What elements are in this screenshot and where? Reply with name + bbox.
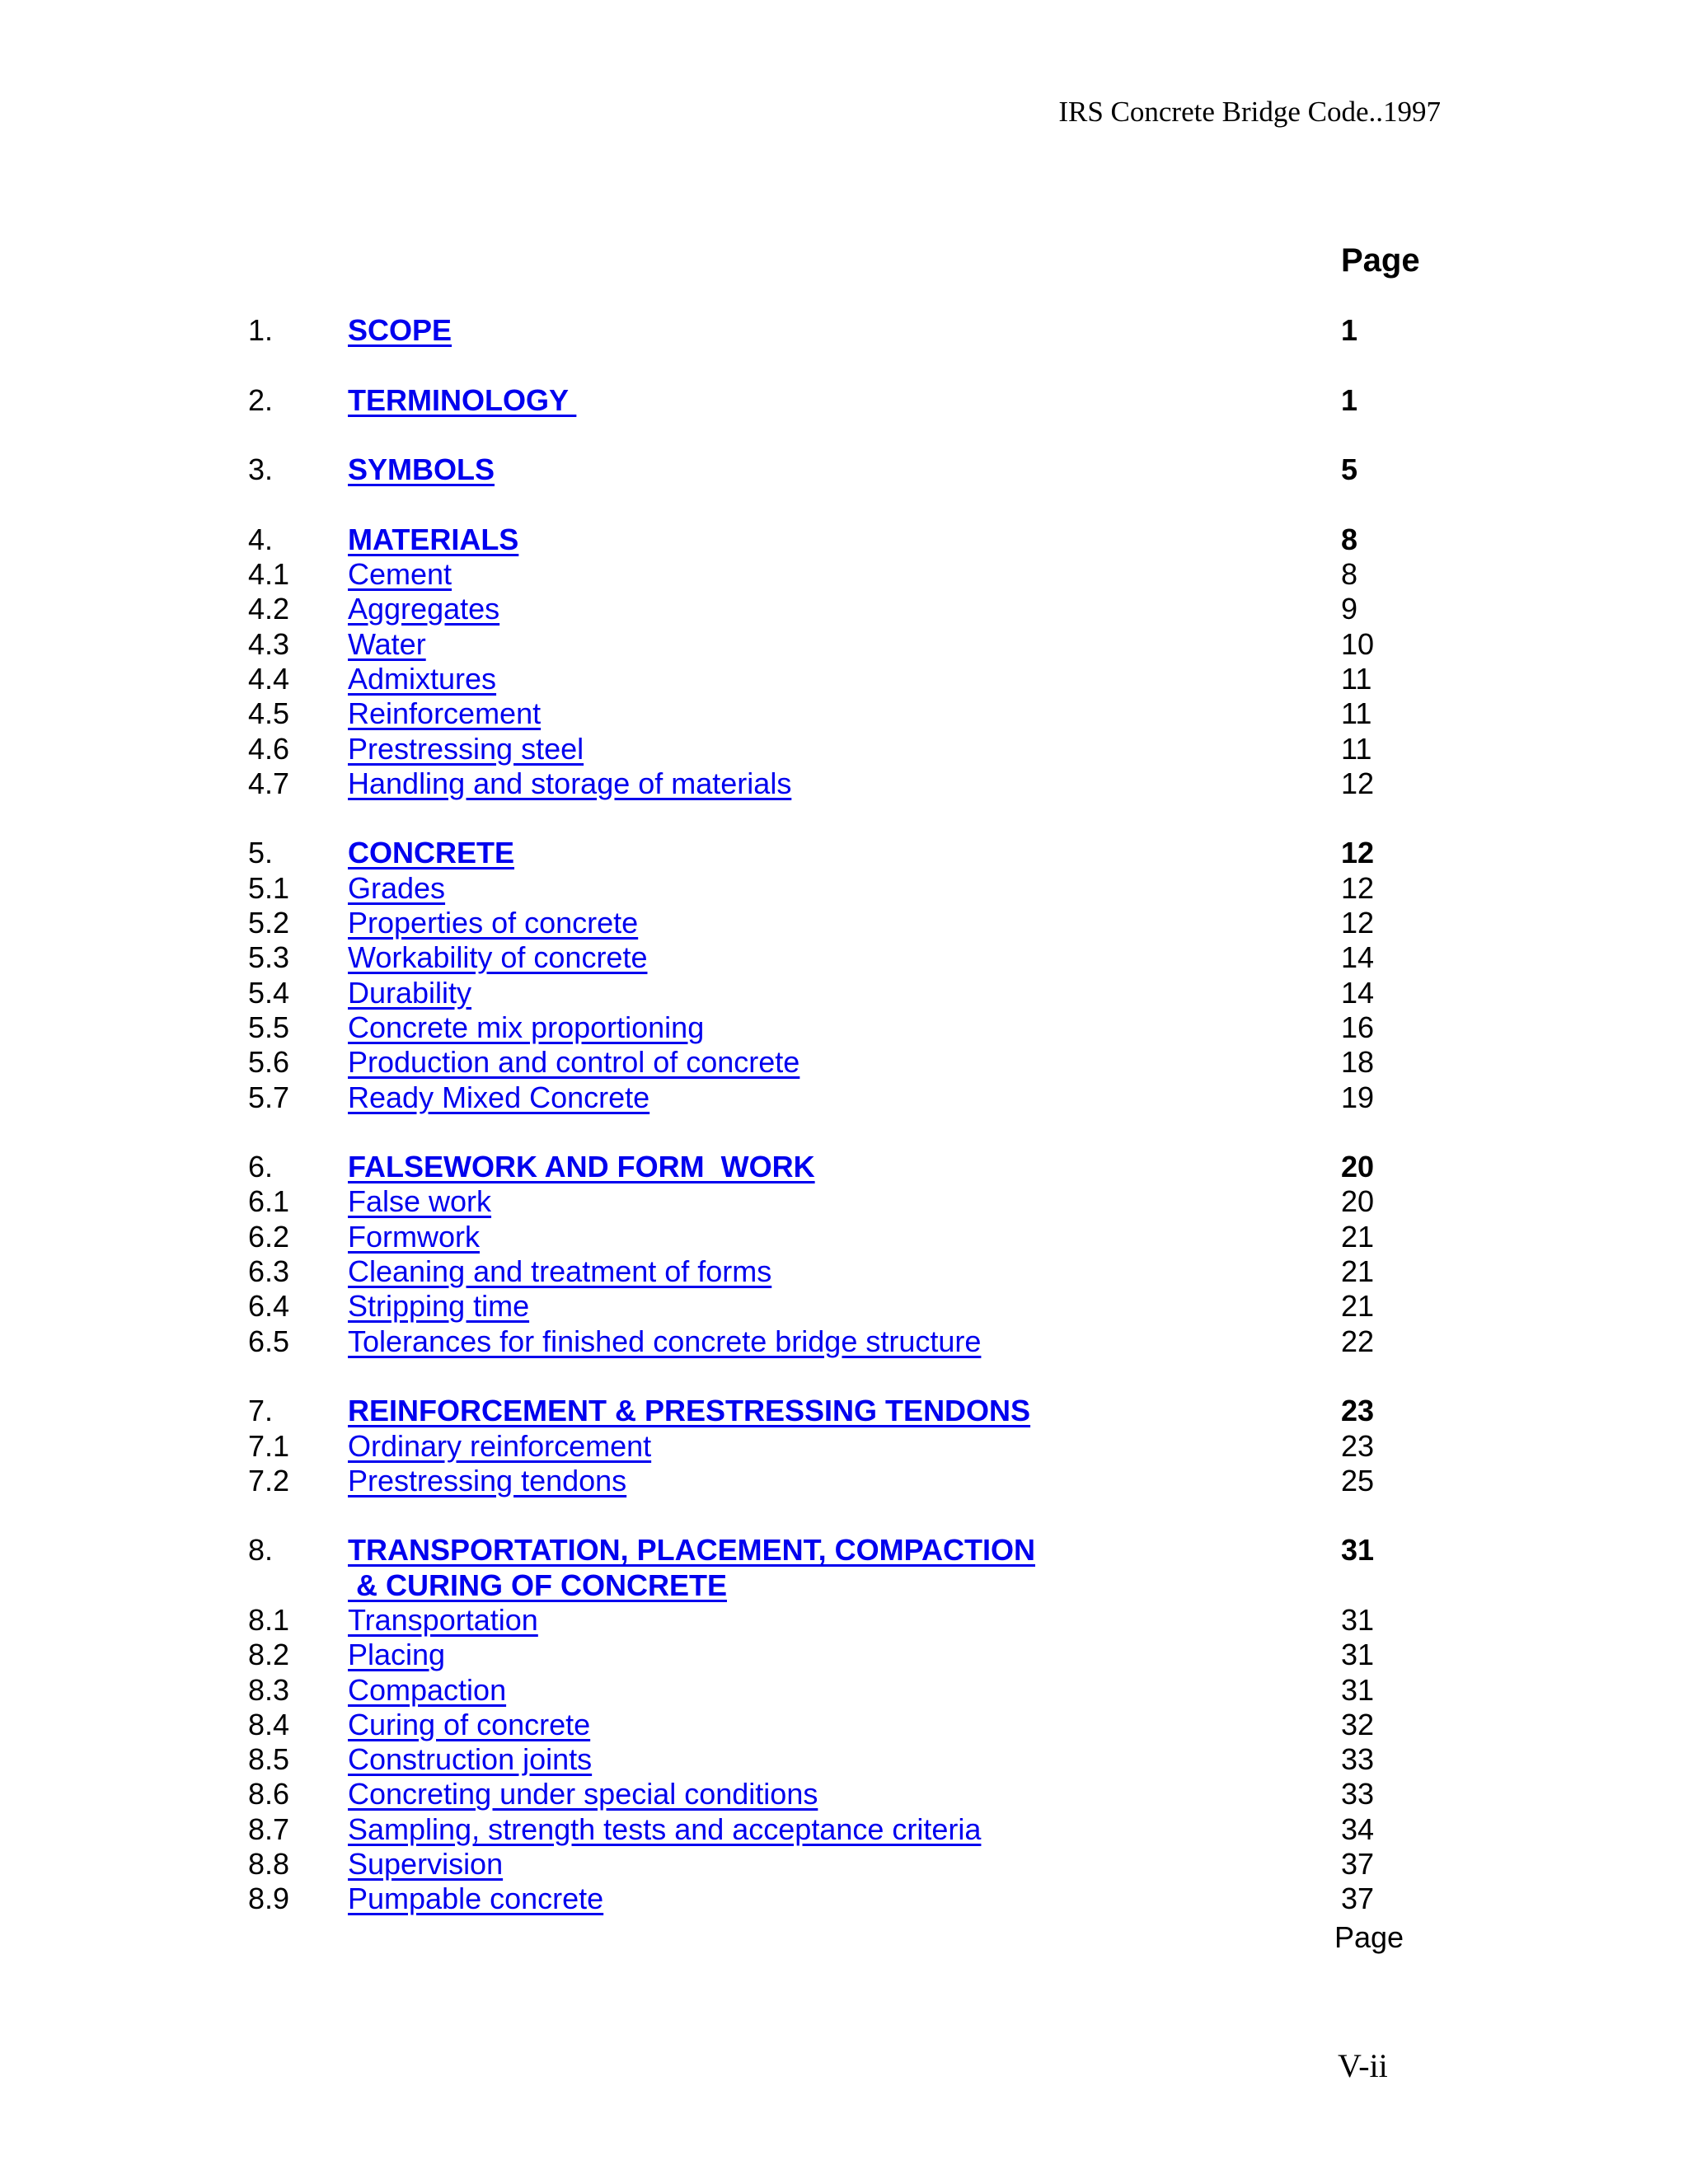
toc-entry-link[interactable]: Construction joints <box>348 1742 593 1777</box>
toc-entry-link[interactable]: CONCRETE <box>348 836 515 870</box>
toc-entry-page: 14 <box>1341 975 1375 1010</box>
toc-entry-link[interactable]: Durability <box>348 975 472 1010</box>
toc-entry-page: 23 <box>1341 1428 1375 1463</box>
toc-entry-link[interactable]: FALSEWORK AND FORM WORK <box>348 1150 815 1184</box>
toc-subsection-row <box>0 1429 1688 1464</box>
toc-entry-page: 23 <box>1341 1394 1375 1428</box>
toc-section-heading <box>0 383 1688 418</box>
toc-subsection-row <box>0 766 1688 801</box>
toc-entry-page: 20 <box>1341 1150 1375 1184</box>
toc-entry-number: 8.5 <box>248 1742 290 1777</box>
toc-entry-page: 18 <box>1341 1045 1375 1080</box>
toc-entry-link[interactable]: MATERIALS <box>348 522 519 556</box>
toc-entry-link[interactable]: Concreting under special conditions <box>348 1777 818 1811</box>
toc-entry-link[interactable]: Tolerances for finished concrete bridge structure <box>348 1324 982 1358</box>
toc-entry-page: 12 <box>1341 870 1375 905</box>
toc-entry-page: 31 <box>1341 1672 1375 1707</box>
toc-subsection-row <box>0 1045 1688 1080</box>
document-header: IRS Concrete Bridge Code..1997 <box>1058 96 1441 128</box>
toc-entry-page: 11 <box>1341 731 1372 766</box>
toc-entry-link[interactable]: False work <box>348 1184 492 1219</box>
toc-entry-number: 2. <box>248 382 274 417</box>
toc-entry-page: 22 <box>1341 1324 1375 1358</box>
toc-entry-number: 6.4 <box>248 1289 290 1324</box>
toc-section-heading <box>0 836 1688 870</box>
toc-entry-page: 21 <box>1341 1219 1375 1254</box>
toc-entry-page: 12 <box>1341 906 1375 940</box>
toc-subsection-row <box>0 976 1688 1010</box>
toc-entry-page: 12 <box>1341 766 1375 800</box>
toc-section-heading <box>0 523 1688 557</box>
toc-entry-page: 21 <box>1341 1254 1375 1289</box>
toc-subsection-row <box>0 1708 1688 1742</box>
toc-entry-number: 4.4 <box>248 661 290 696</box>
toc-subsection-row <box>0 1464 1688 1498</box>
toc-entry-link[interactable]: Prestressing steel <box>348 731 584 766</box>
toc-entry-page: 16 <box>1341 1010 1375 1044</box>
toc-subsection-row <box>0 1324 1688 1359</box>
toc-entry-link[interactable]: SYMBOLS <box>348 452 495 487</box>
toc-entry-number: 8.7 <box>248 1811 290 1846</box>
page-column-footer: Page <box>1334 1920 1404 1954</box>
toc-entry-page: 32 <box>1341 1707 1375 1741</box>
toc-section-group <box>0 836 1688 1114</box>
toc-section-group <box>0 383 1688 418</box>
toc-entry-link[interactable]: Grades <box>348 870 446 905</box>
toc-entry-number: 3. <box>248 452 274 487</box>
toc-section-heading <box>0 1394 1688 1428</box>
toc-entry-number: 8.6 <box>248 1777 290 1811</box>
toc-entry-page: 25 <box>1341 1463 1375 1497</box>
toc-section-group <box>0 313 1688 348</box>
toc-subsection-row <box>0 1638 1688 1672</box>
toc-entry-number: 8.9 <box>248 1882 290 1916</box>
toc-entry-page: 8 <box>1341 522 1358 556</box>
toc-entry-number: 7.1 <box>248 1428 290 1463</box>
toc-entry-number: 5.1 <box>248 870 290 905</box>
toc-entry-link[interactable]: Cleaning and treatment of forms <box>348 1254 772 1289</box>
toc-subsection-row <box>0 592 1688 626</box>
toc-subsection-row <box>0 557 1688 592</box>
toc-subsection-row <box>0 662 1688 696</box>
toc-section-group <box>0 523 1688 801</box>
toc-entry-page: 20 <box>1341 1184 1375 1219</box>
toc-entry-number: 8.2 <box>248 1638 290 1672</box>
toc-entry-page: 12 <box>1341 836 1375 870</box>
toc-subsection-row <box>0 1603 1688 1638</box>
toc-entry-link[interactable]: Properties of concrete <box>348 906 639 940</box>
toc-entry-page: 34 <box>1341 1811 1375 1846</box>
toc-entry-number: 7. <box>248 1394 274 1428</box>
toc-entry-number: 6.1 <box>248 1184 290 1219</box>
toc-subsection-row <box>0 1673 1688 1708</box>
toc-entry-page: 11 <box>1341 696 1372 731</box>
toc-entry-number: 5.6 <box>248 1045 290 1080</box>
toc-entry-page: 1 <box>1341 382 1358 417</box>
toc-entry-page: 8 <box>1341 557 1358 592</box>
toc-entry-link[interactable]: Water <box>348 626 426 661</box>
toc-section-heading <box>0 452 1688 487</box>
toc-subsection-row <box>0 1220 1688 1254</box>
toc-entry-link[interactable]: Placing <box>348 1638 446 1672</box>
toc-subsection-row <box>0 627 1688 662</box>
toc-entry-link[interactable]: Concrete mix proportioning <box>348 1010 705 1044</box>
toc-subsection-row <box>0 906 1688 940</box>
toc-entry-number: 5.2 <box>248 906 290 940</box>
toc-entry-page: 10 <box>1341 626 1375 661</box>
toc-section-heading <box>0 1533 1688 1568</box>
toc-entry-link[interactable]: Ordinary reinforcement <box>348 1428 652 1463</box>
toc-entry-number: 8.4 <box>248 1707 290 1741</box>
toc-subsection-row <box>0 1080 1688 1115</box>
toc-entry-link[interactable]: Handling and storage of materials <box>348 766 792 800</box>
toc-entry-number: 4.3 <box>248 626 290 661</box>
toc-entry-page: 14 <box>1341 940 1375 975</box>
toc-entry-number: 4. <box>248 522 274 556</box>
toc-subsection-row <box>0 940 1688 975</box>
toc-subsection-row <box>0 1289 1688 1324</box>
toc-section-group <box>0 1150 1688 1359</box>
toc-entry-page: 11 <box>1341 661 1372 696</box>
toc-entry-link[interactable]: Compaction <box>348 1672 507 1707</box>
toc-heading-continuation <box>0 1568 1688 1603</box>
toc-entry-page: 37 <box>1341 1847 1375 1882</box>
toc-entry-link-continuation[interactable]: & CURING OF CONCRETE <box>348 1568 728 1602</box>
toc-section-heading <box>0 1150 1688 1184</box>
toc-entry-link[interactable]: Reinforcement <box>348 696 542 731</box>
toc-entry-number: 5.4 <box>248 975 290 1010</box>
toc-subsection-row <box>0 1847 1688 1882</box>
toc-entry-number: 4.2 <box>248 592 290 626</box>
toc-section-group <box>0 452 1688 487</box>
toc-entry-page: 21 <box>1341 1289 1375 1324</box>
toc-entry-number: 5.3 <box>248 940 290 975</box>
page-number: V-ii <box>1338 2047 1388 2084</box>
toc-entry-link[interactable]: TRANSPORTATION, PLACEMENT, COMPACTION <box>348 1533 1035 1568</box>
toc-entry-number: 6.5 <box>248 1324 290 1358</box>
toc-entry-number: 6.3 <box>248 1254 290 1289</box>
toc-entry-link[interactable]: Aggregates <box>348 592 500 626</box>
toc-entry-link[interactable]: Admixtures <box>348 661 497 696</box>
toc-entry-link[interactable]: Production and control of concrete <box>348 1045 800 1080</box>
toc-entry-link[interactable]: Sampling, strength tests and acceptance criteria <box>348 1811 982 1846</box>
page-column-heading: Page <box>1341 242 1420 279</box>
toc-section-group <box>0 1394 1688 1498</box>
toc-entry-link[interactable]: Pumpable concrete <box>348 1882 604 1916</box>
toc-entry-number: 5. <box>248 836 274 870</box>
toc-entry-number: 8.3 <box>248 1672 290 1707</box>
toc-entry-link[interactable]: Stripping time <box>348 1289 530 1324</box>
toc-entry-number: 7.2 <box>248 1463 290 1497</box>
toc-entry-number: 8.8 <box>248 1847 290 1882</box>
toc-entry-page: 19 <box>1341 1080 1375 1114</box>
toc-entry-page: 5 <box>1341 452 1358 487</box>
toc-entry-link[interactable]: Supervision <box>348 1847 504 1882</box>
toc-entry-number: 8.1 <box>248 1602 290 1637</box>
toc-entry-page: 9 <box>1341 592 1358 626</box>
toc-section-heading <box>0 313 1688 348</box>
toc-entry-link[interactable]: TERMINOLOGY <box>348 382 577 417</box>
toc-subsection-row <box>0 1254 1688 1289</box>
toc-subsection-row <box>0 1777 1688 1811</box>
toc-entry-number: 8. <box>248 1533 274 1568</box>
toc-entry-number: 6.2 <box>248 1219 290 1254</box>
toc-subsection-row <box>0 1882 1688 1916</box>
toc-subsection-row <box>0 696 1688 731</box>
toc-entry-number: 4.1 <box>248 557 290 592</box>
toc-subsection-row <box>0 871 1688 906</box>
toc-entry-page: 37 <box>1341 1882 1375 1916</box>
toc-entry-link[interactable]: Ready Mixed Concrete <box>348 1080 650 1114</box>
toc-entry-page: 31 <box>1341 1533 1375 1568</box>
toc-entry-number: 4.6 <box>248 731 290 766</box>
toc-entry-link[interactable]: Curing of concrete <box>348 1707 591 1741</box>
toc-entry-link[interactable]: SCOPE <box>348 313 452 347</box>
toc-entry-number: 4.5 <box>248 696 290 731</box>
toc-subsection-row <box>0 1742 1688 1777</box>
toc-subsection-row <box>0 1812 1688 1847</box>
toc-subsection-row <box>0 732 1688 766</box>
table-of-contents <box>0 313 1688 1952</box>
toc-subsection-row <box>0 1010 1688 1045</box>
toc-entry-page: 33 <box>1341 1742 1375 1777</box>
toc-entry-page: 1 <box>1341 313 1358 347</box>
toc-entry-link[interactable]: REINFORCEMENT & PRESTRESSING TENDONS <box>348 1394 1031 1428</box>
toc-entry-page: 31 <box>1341 1602 1375 1637</box>
toc-entry-page: 31 <box>1341 1638 1375 1672</box>
toc-entry-link[interactable]: Workability of concrete <box>348 940 648 975</box>
toc-subsection-row <box>0 1184 1688 1219</box>
toc-entry-link[interactable]: Formwork <box>348 1219 480 1254</box>
toc-entry-number: 5.5 <box>248 1010 290 1044</box>
toc-entry-number: 6. <box>248 1150 274 1184</box>
toc-entry-link[interactable]: Cement <box>348 557 452 592</box>
toc-entry-link[interactable]: Prestressing tendons <box>348 1463 627 1497</box>
toc-section-group <box>0 1533 1688 1916</box>
toc-entry-link[interactable]: Transportation <box>348 1602 538 1637</box>
toc-entry-number: 1. <box>248 313 274 347</box>
toc-entry-number: 5.7 <box>248 1080 290 1114</box>
toc-entry-number: 4.7 <box>248 766 290 800</box>
toc-entry-page: 33 <box>1341 1777 1375 1811</box>
